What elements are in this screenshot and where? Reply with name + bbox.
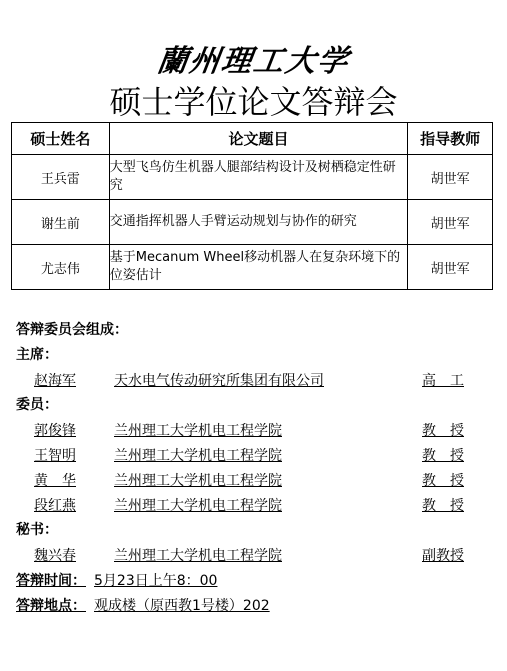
secretary-row	[0, 545, 507, 565]
student-name: 尤志伟	[12, 245, 110, 290]
member-title: 副教授	[422, 548, 464, 564]
member-org: 天水电气传动研究所集团有限公司	[114, 373, 324, 389]
thesis-topic: 基于Mecanum Wheel移动机器人在复杂环境下的位姿估计	[109, 245, 407, 290]
defense-place-label: 答辩地点：	[16, 598, 86, 614]
chair-label: 主席：	[16, 347, 58, 363]
member-org: 兰州理工大学机电工程学院	[114, 448, 282, 464]
header-thesis-topic: 论文题目	[109, 123, 407, 155]
table-row	[12, 155, 493, 200]
student-name: 王兵雷	[12, 155, 110, 200]
member-row	[0, 495, 507, 515]
defense-time	[16, 570, 217, 590]
secretary-label: 秘书：	[16, 522, 58, 538]
table-header-row	[12, 123, 493, 155]
member-org: 兰州理工大学机电工程学院	[114, 498, 282, 514]
member-name: 赵海军	[34, 373, 76, 389]
university-logo: 蘭州理工大学	[155, 44, 352, 79]
members-label: 委员：	[16, 397, 58, 413]
member-title: 教 授	[422, 448, 464, 464]
member-org: 兰州理工大学机电工程学院	[114, 548, 282, 564]
defense-time-value: 5月23日上午8：00	[94, 573, 218, 589]
thesis-topic: 大型飞鸟仿生机器人腿部结构设计及树栖稳定性研究	[109, 155, 407, 200]
committee-heading: 答辩委员会组成：	[16, 322, 128, 338]
student-name: 谢生前	[12, 200, 110, 245]
defense-time-label: 答辩时间：	[16, 573, 86, 589]
thesis-topic: 交通指挥机器人手臂运动规划与协作的研究	[109, 200, 407, 245]
page-title: 硕士学位论文答辩会	[109, 83, 398, 121]
header-student-name: 硕士姓名	[12, 123, 110, 155]
member-org: 兰州理工大学机电工程学院	[114, 473, 282, 489]
member-title: 教 授	[422, 498, 464, 514]
defense-place	[16, 595, 270, 615]
member-name: 段红燕	[34, 498, 76, 514]
thesis-table	[11, 122, 493, 290]
member-name: 魏兴春	[34, 548, 76, 564]
chair-row	[0, 370, 507, 390]
member-name: 郭俊锋	[34, 423, 76, 439]
member-row	[0, 445, 507, 465]
member-row	[0, 470, 507, 490]
table-row	[12, 245, 493, 290]
member-row	[0, 420, 507, 440]
advisor-name: 胡世军	[408, 155, 493, 200]
defense-place-value: 观成楼（原西教1号楼）202	[94, 598, 270, 614]
member-title: 教 授	[422, 473, 464, 489]
advisor-name: 胡世军	[408, 200, 493, 245]
table-row	[12, 200, 493, 245]
member-title: 高 工	[422, 373, 464, 389]
member-name: 黄 华	[34, 473, 76, 489]
header-advisor: 指导教师	[408, 123, 493, 155]
member-org: 兰州理工大学机电工程学院	[114, 423, 282, 439]
member-name: 王智明	[34, 448, 76, 464]
advisor-name: 胡世军	[408, 245, 493, 290]
member-title: 教 授	[422, 423, 464, 439]
